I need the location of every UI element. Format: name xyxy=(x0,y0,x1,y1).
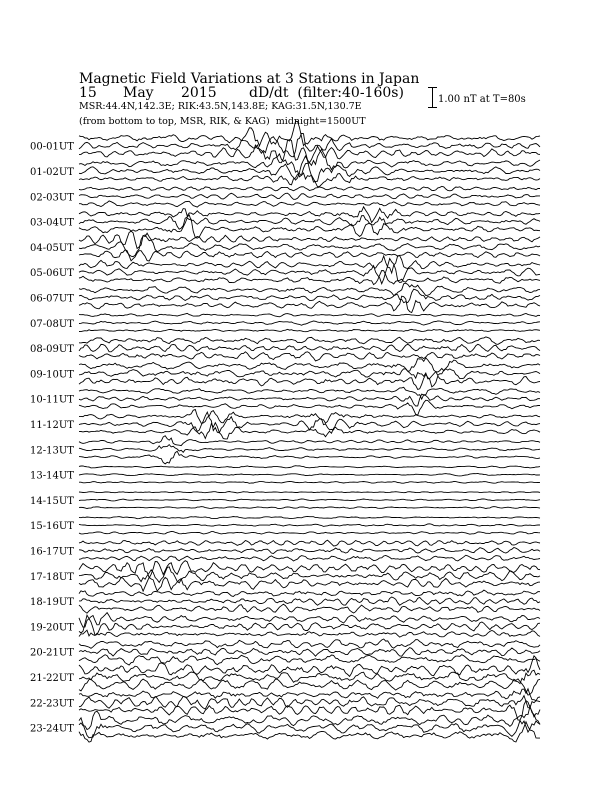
row-label: 14-15UT xyxy=(30,495,74,507)
trace-RIK-15-16UT xyxy=(79,524,540,527)
trace-RIK-22-23UT xyxy=(79,696,540,709)
trace-RIK-10-11UT xyxy=(79,394,540,406)
row-label: 15-16UT xyxy=(30,521,74,533)
row-label: 10-11UT xyxy=(30,394,74,406)
hour-row-05-06UT xyxy=(30,256,540,285)
date-month: May xyxy=(123,85,154,101)
row-label: 23-24UT xyxy=(30,723,74,735)
trace-KAG-14-15UT xyxy=(79,492,540,493)
trace-RIK-13-14UT xyxy=(79,473,540,476)
trace-KAG-15-16UT xyxy=(79,516,540,518)
row-label: 13-14UT xyxy=(30,470,74,482)
hour-row-09-10UT xyxy=(30,358,540,390)
trace-KAG-18-19UT xyxy=(79,590,540,596)
hour-row-19-20UT xyxy=(30,613,540,638)
trace-RIK-07-08UT xyxy=(79,321,540,325)
trace-RIK-16-17UT xyxy=(79,548,540,554)
trace-MSR-19-20UT xyxy=(79,630,540,637)
trace-MSR-04-05UT xyxy=(79,250,540,261)
trace-RIK-20-21UT xyxy=(79,648,540,657)
row-label: 11-12UT xyxy=(30,420,74,431)
trace-KAG-12-13UT xyxy=(79,436,540,446)
quantity-label: dD/dt xyxy=(249,85,289,101)
trace-KAG-11-12UT xyxy=(79,410,540,424)
trace-RIK-06-07UT xyxy=(79,289,540,303)
filter-label: (filter:40-160s) xyxy=(297,85,404,101)
trace-MSR-10-11UT xyxy=(79,400,540,415)
station-coordinates: MSR:44.4N,142.3E; RIK:43.5N,143.8E; KAG:31.5N,130.7E xyxy=(79,101,362,112)
trace-RIK-09-10UT xyxy=(79,368,540,378)
trace-RIK-21-22UT xyxy=(79,670,540,683)
trace-KAG-05-06UT xyxy=(79,256,540,273)
trace-MSR-08-09UT xyxy=(79,352,540,361)
hour-row-11-12UT xyxy=(30,410,540,439)
trace-MSR-23-24UT xyxy=(79,722,540,742)
hour-row-07-08UT xyxy=(30,313,540,331)
row-label: 21-22UT xyxy=(30,673,74,684)
row-label: 05-06UT xyxy=(30,268,74,280)
hour-row-08-09UT xyxy=(30,337,540,361)
trace-KAG-00-01UT xyxy=(79,121,540,146)
row-label: 08-09UT xyxy=(30,344,74,356)
trace-KAG-16-17UT xyxy=(79,540,540,546)
hour-row-10-11UT xyxy=(30,387,540,415)
trace-KAG-20-21UT xyxy=(79,639,540,648)
hour-row-14-15UT xyxy=(30,492,540,509)
hour-row-16-17UT xyxy=(30,540,540,561)
hour-row-12-13UT xyxy=(30,436,540,464)
scale-label: 1.00 nT at T=80s xyxy=(438,94,526,105)
row-label: 18-19UT xyxy=(30,597,74,609)
row-label: 19-20UT xyxy=(30,622,74,634)
hour-row-00-01UT xyxy=(30,121,540,162)
trace-RIK-18-19UT xyxy=(79,597,540,605)
trace-KAG-22-23UT xyxy=(79,689,540,701)
hour-row-01-02UT xyxy=(30,149,540,187)
hour-row-23-24UT xyxy=(30,706,540,742)
row-label: 07-08UT xyxy=(30,318,74,330)
trace-MSR-07-08UT xyxy=(79,329,540,331)
row-label: 02-03UT xyxy=(30,192,74,204)
date-year: 2015 xyxy=(181,85,217,101)
hour-row-20-21UT xyxy=(30,639,540,665)
hour-row-21-22UT xyxy=(30,656,540,695)
trace-RIK-03-04UT xyxy=(79,215,540,229)
midnight-note: midnight=1500UT xyxy=(275,116,366,127)
hour-row-18-19UT xyxy=(30,590,540,613)
row-label: 04-05UT xyxy=(30,242,74,254)
trace-MSR-20-21UT xyxy=(79,655,540,665)
row-label: 03-04UT xyxy=(30,217,74,229)
trace-MSR-11-12UT xyxy=(79,423,540,439)
row-label: 12-13UT xyxy=(30,445,74,457)
trace-KAG-02-03UT xyxy=(79,186,540,191)
trace-KAG-10-11UT xyxy=(79,387,540,399)
trace-KAG-07-08UT xyxy=(79,313,540,316)
hour-row-03-04UT xyxy=(30,207,540,238)
trace-RIK-08-09UT xyxy=(79,344,540,352)
order-note: (from bottom to top, MSR, RIK, & KAG) xyxy=(79,116,270,127)
trace-MSR-02-03UT xyxy=(79,201,540,207)
trace-KAG-13-14UT xyxy=(79,466,540,468)
trace-RIK-14-15UT xyxy=(79,499,540,501)
trace-MSR-14-15UT xyxy=(79,507,540,509)
trace-MSR-01-02UT xyxy=(79,173,540,187)
trace-KAG-09-10UT xyxy=(79,358,540,376)
trace-KAG-21-22UT xyxy=(79,656,540,677)
row-label: 16-17UT xyxy=(30,546,74,558)
trace-KAG-19-20UT xyxy=(79,613,540,628)
row-label: 09-10UT xyxy=(30,369,74,381)
row-label: 00-01UT xyxy=(30,141,74,153)
trace-MSR-15-16UT xyxy=(79,532,540,535)
trace-MSR-09-10UT xyxy=(79,374,540,389)
hour-row-15-16UT xyxy=(30,516,540,534)
hour-row-17-18UT xyxy=(30,561,540,592)
hour-row-13-14UT xyxy=(30,466,540,484)
trace-RIK-11-12UT xyxy=(79,412,540,433)
trace-MSR-18-19UT xyxy=(79,604,540,613)
trace-RIK-12-13UT xyxy=(79,445,540,453)
trace-MSR-16-17UT xyxy=(79,555,540,561)
hour-row-02-03UT xyxy=(30,186,540,207)
chart-title: Magnetic Field Variations at 3 Stations in Japan xyxy=(79,71,420,87)
trace-RIK-02-03UT xyxy=(79,193,540,199)
row-label: 20-21UT xyxy=(30,647,74,659)
row-label: 06-07UT xyxy=(30,293,74,305)
row-label: 01-02UT xyxy=(30,167,74,178)
trace-MSR-12-13UT xyxy=(79,451,540,464)
trace-KAG-08-09UT xyxy=(79,337,540,345)
hour-row-22-23UT xyxy=(30,689,540,720)
hour-row-06-07UT xyxy=(30,283,540,312)
trace-MSR-13-14UT xyxy=(79,482,540,484)
row-label: 17-18UT xyxy=(30,571,74,583)
trace-RIK-23-24UT xyxy=(79,718,540,738)
date-day: 15 xyxy=(79,85,97,101)
trace-MSR-17-18UT xyxy=(79,577,540,591)
hour-row-04-05UT xyxy=(30,231,540,261)
trace-KAG-06-07UT xyxy=(79,283,540,295)
row-label: 22-23UT xyxy=(30,698,74,710)
